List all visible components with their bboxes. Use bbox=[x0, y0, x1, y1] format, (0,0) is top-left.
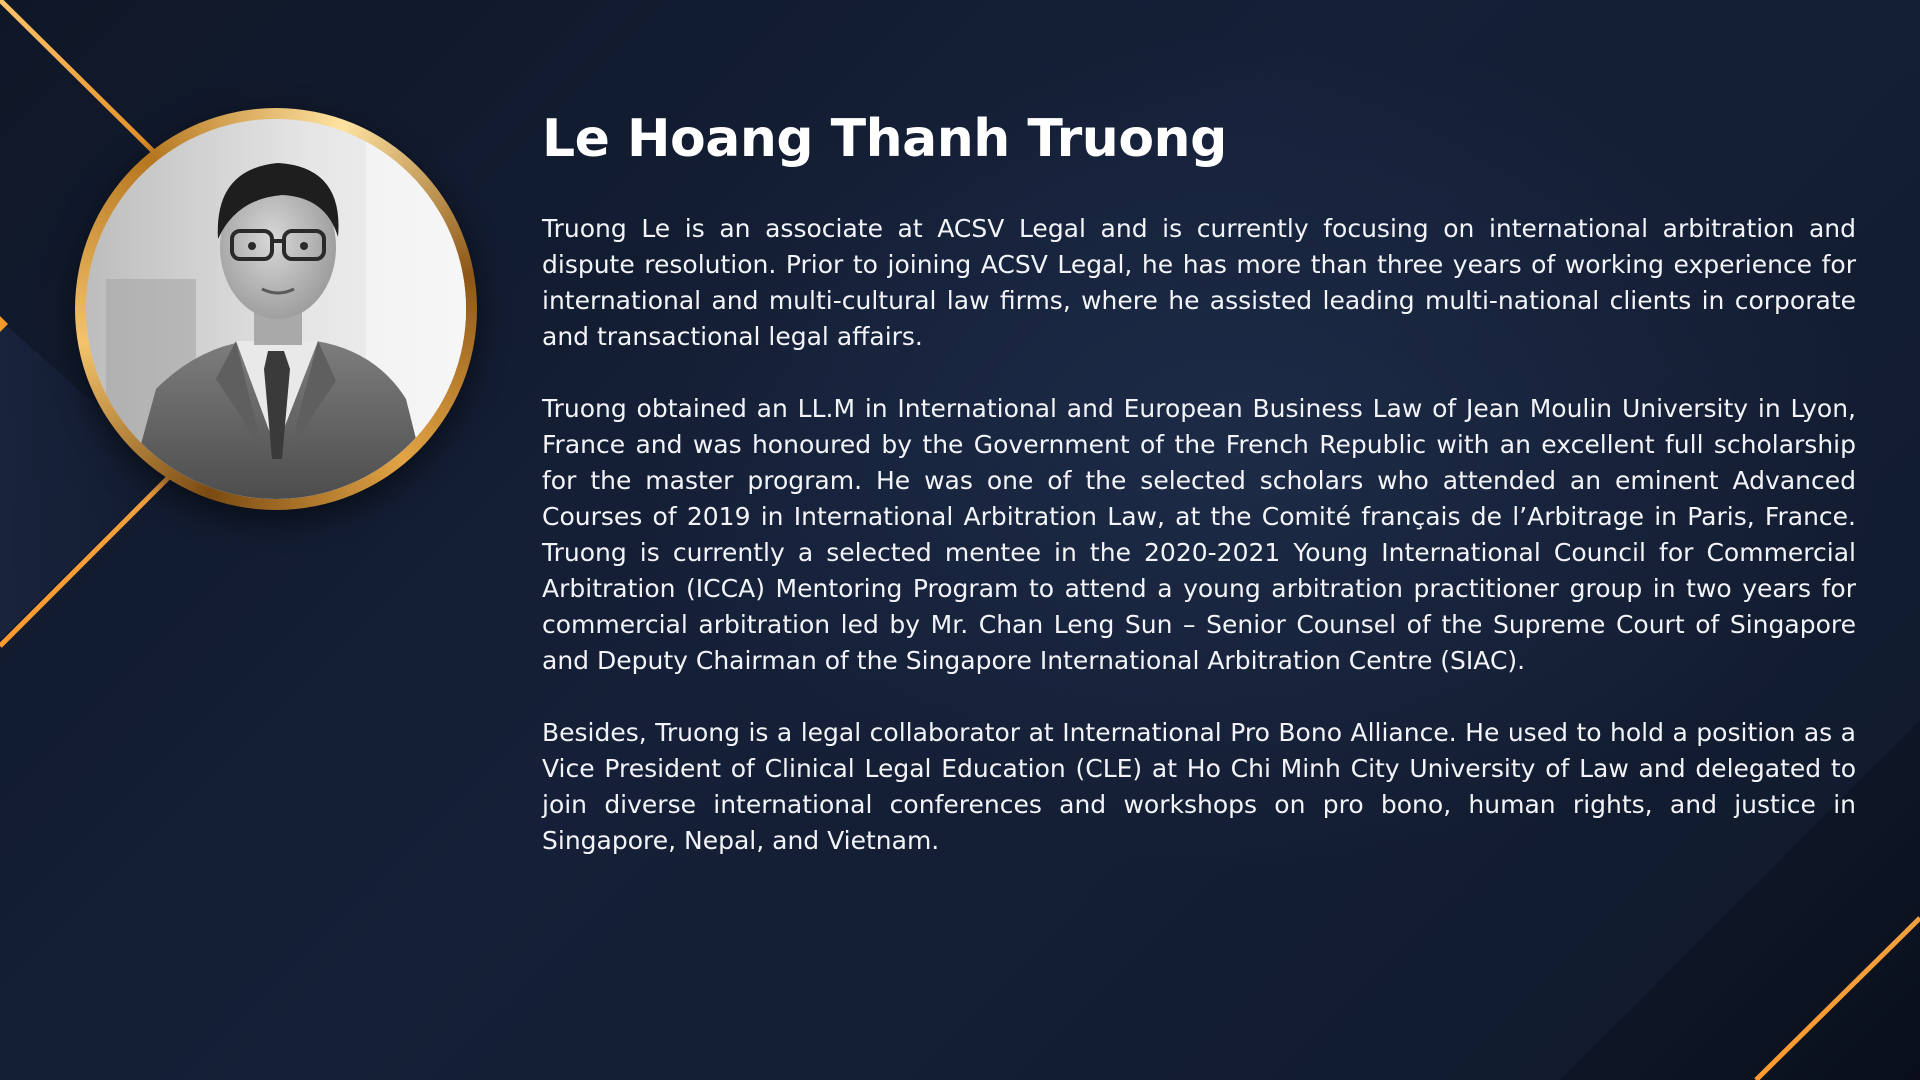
bio-paragraph-3: Besides, Truong is a legal collaborator at International Pro Bono Alliance. He used to hold a position as a Vice President of Clinical Legal Education (CLE) at Ho Chi Minh City University of Law and delegated to join diverse international conferences and workshops on pro bono, human rights, and justice in Singapore, Nepal, and Vietnam. bbox=[542, 718, 1856, 855]
bio-paragraph-1: Truong Le is an associate at ACSV Legal and is currently focusing on international arbitration and dispute resolution. Prior to joining ACSV Legal, he has more than three years of working experience for international and multi-cultural law firms, where he assisted leading multi-national clients in corporate and transactional legal affairs. bbox=[542, 214, 1856, 351]
top-left-gold-line bbox=[0, 0, 160, 158]
portrait-illustration bbox=[86, 119, 466, 499]
portrait-photo bbox=[86, 119, 466, 499]
person-name: Le Hoang Thanh Truong bbox=[542, 109, 1227, 169]
bio-paragraph-2: Truong obtained an LL.M in International and European Business Law of Jean Moulin University in Lyon, France and was honoured by the Government of the French Republic with an excellent full scholarship for the master program. He was one of the selected scholars who attended an eminent Advanced Courses of 2019 in International Arbitration Law, at the Comité français de l’Arbitrage in Paris, France. Truong is currently a selected mentee in the 2020-2021 Young International Council for Commercial Arbitration (ICCA) Mentoring Program to attend a young arbitration practitioner group in two years for commercial arbitration led by Mr. Chan Leng Sun – Senior Counsel of the Supreme Court of Singapore and Deputy Chairman of the Singapore International Arbitration Centre (SIAC). bbox=[542, 394, 1856, 675]
portrait-frame bbox=[75, 108, 477, 510]
bio-content bbox=[542, 100, 1856, 895]
